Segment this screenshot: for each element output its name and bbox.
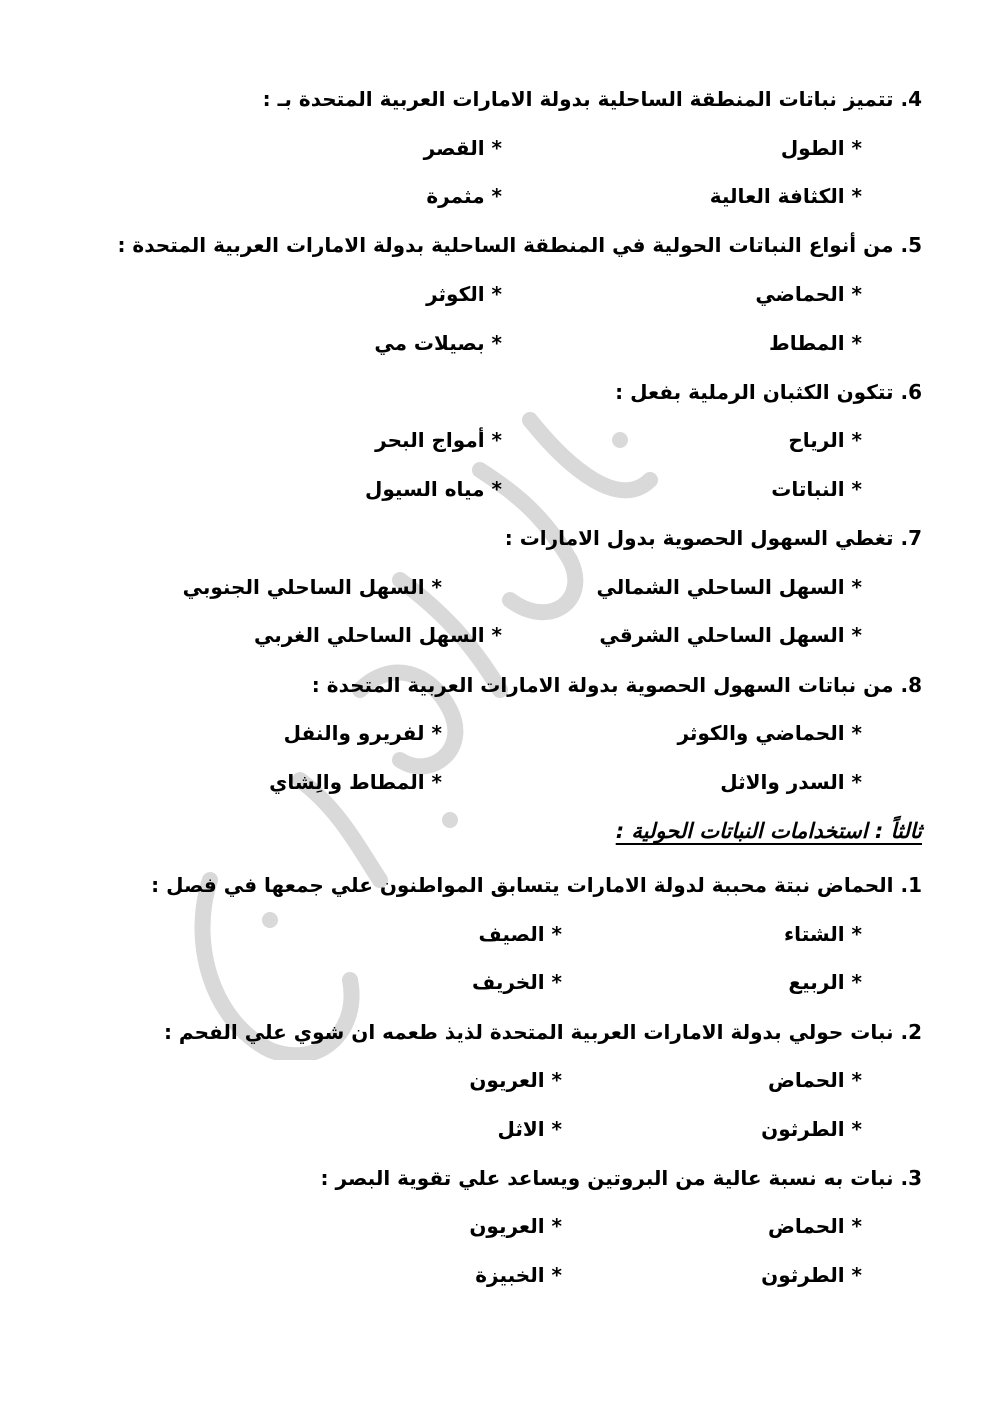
option: * الطرثون [761,1117,862,1141]
option: * الرياح [788,428,862,452]
option: * السدر والاثل [720,770,862,794]
option: * لفريرو والنفل [283,721,442,745]
option: * النباتات [771,477,862,501]
option: * الحماض [767,1214,862,1238]
question-stem-7: 7. تغطي السهول الحصوية بدول الامارات : [504,526,922,550]
option: * المطاط والِشاي [269,770,442,794]
option: * الصيف [478,922,562,946]
section-title: ثالثاً : استخدامات النباتات الحولية : [615,819,922,843]
option: * الكثافة العالية [709,184,862,208]
option: * الطرثون [761,1263,862,1287]
option: * السهل الساحلي الجنوبي [182,575,442,599]
option: * الحماضي [755,282,862,306]
option: * السهل الساحلي الغربي [254,623,502,647]
option: * الطول [780,136,862,160]
question-stem-2: 2. نبات حولي بدولة الامارات العربية المتحدة لذيذ طعمه ان شوي علي الفحم : [163,1020,922,1044]
option: * الربيع [788,970,862,994]
question-stem-6: 6. تتكون الكثبان الرملية بفعل : [615,380,922,404]
option: * مياه السيول [364,477,502,501]
option: * الحماض [767,1068,862,1092]
option: * الاثل [497,1117,562,1141]
option: * السهل الساحلي الشمالي [596,575,862,599]
option: * الكوثر [426,282,502,306]
option: * أمواج البحر [375,428,502,452]
option: * العريون [469,1214,562,1238]
option: * العريون [469,1068,562,1092]
option: * الخريف [472,970,562,994]
option: * الخبيزة [475,1263,562,1287]
option: * بصيلات مي [374,331,502,355]
option: * القصر [423,136,502,160]
option: * مثمرة [426,184,502,208]
option: * الشتاء [783,922,862,946]
question-stem-4: 4. تتميز نباتات المنطقة الساحلية بدولة الامارات العربية المتحدة بـ : [262,87,922,111]
question-stem-5: 5. من أنواع النباتات الحولية في المنطقة الساحلية بدولة الامارات العربية المتحدة : [117,233,922,257]
watermark-signature [150,360,710,1060]
question-stem-1: 1. الحماض نبتة محببة لدولة الامارات يتسابق المواطنون علي جمعها في فصل : [151,873,922,897]
option: * المطاط [769,331,862,355]
option: * السهل الساحلي الشرقي [599,623,862,647]
question-stem-8: 8. من نباتات السهول الحصوية بدولة الامارات العربية المتحدة : [311,673,922,697]
question-stem-3: 3. نبات به نسبة عالية من البروتين ويساعد علي تقوية البصر : [320,1166,922,1190]
option: * الحماضي والكوثر [677,721,862,745]
